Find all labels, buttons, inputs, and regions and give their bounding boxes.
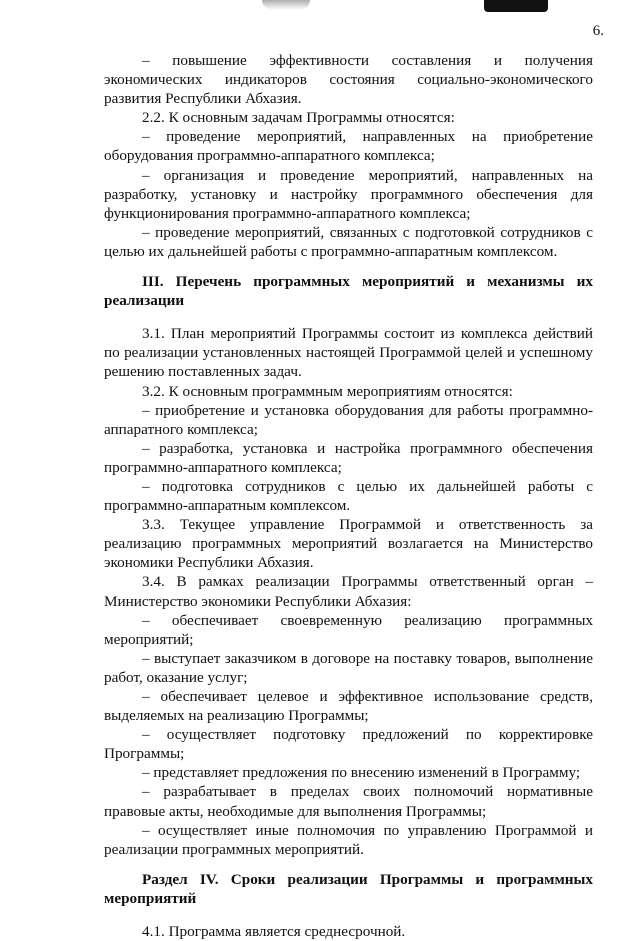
paragraph: 3.2. К основным программным мероприятиям относятся: bbox=[142, 382, 513, 400]
list-item: – подготовка сотрудников с целью их дальнейшей работы с программно-аппаратным комплексом. bbox=[104, 477, 593, 515]
list-item: – обеспечивает целевое и эффективное использование средств, выделяемых на реализацию Программы; bbox=[104, 688, 593, 725]
list-item: – разработка, установка и настройка программного обеспечения программно-аппаратного комплекса; bbox=[104, 439, 593, 476]
list-item: – организация и проведение мероприятий, направленных на разработку, установку и настройку программного обеспечения для функционирования программно-аппаратного комплекса; bbox=[104, 166, 593, 222]
scan-artifact-left bbox=[262, 0, 310, 10]
list-item: – обеспечивает своевременную реализацию программных мероприятий; bbox=[104, 611, 593, 648]
page-number: 6. bbox=[592, 23, 604, 39]
list-item: – приобретение и установка оборудования для работы программно-аппаратного комплекса; bbox=[104, 401, 593, 438]
section-heading: III. Перечень программных мероприятий и механизмы их реализации bbox=[104, 273, 593, 310]
paragraph: 3.3. Текущее управление Программой и ответственность за реализацию программных мероприятий возлагается на Министерство экономики Республики Абхазия. bbox=[104, 516, 593, 572]
list-item: – осуществляет иные полномочия по управлению Программой и реализации программных мероприятий. bbox=[104, 821, 593, 858]
list-item: – представляет предложения по внесению изменений в Программу; bbox=[142, 764, 581, 782]
document-body bbox=[104, 51, 593, 941]
paragraph: 3.4. В рамках реализации Программы ответственный орган – Министерство экономики Республики Абхазия: bbox=[104, 573, 593, 610]
paragraph: – повышение эффективности составления и получения экономических индикаторов состояния социально-экономического развития Республики Абхазия. bbox=[104, 52, 593, 108]
list-item: – выступает заказчиком в договоре на поставку товаров, выполнение работ, оказание услуг; bbox=[104, 649, 593, 686]
paragraph: 2.2. К основным задачам Программы относятся: bbox=[142, 109, 455, 127]
scan-artifact-right bbox=[484, 0, 548, 12]
paragraph: 3.1. План мероприятий Программы состоит из комплекса действий по реализации установленных настоящей Программой целей и успешному решению поставленных задач. bbox=[104, 325, 593, 381]
section-heading: Раздел IV. Сроки реализации Программы и программных мероприятий bbox=[104, 870, 593, 907]
list-item: – разрабатывает в пределах своих полномочий нормативные правовые акты, необходимые для выполнения Программы; bbox=[104, 783, 593, 820]
list-item: – проведение мероприятий, направленных на приобретение оборудования программно-аппаратного комплекса; bbox=[104, 128, 593, 165]
list-item: – осуществляет подготовку предложений по корректировке Программы; bbox=[104, 726, 593, 763]
paragraph: 4.1. Программа является среднесрочной. bbox=[142, 923, 406, 941]
list-item: – проведение мероприятий, связанных с подготовкой сотрудников с целью их дальнейшей работы с программно-аппаратным комплексом. bbox=[104, 223, 593, 260]
